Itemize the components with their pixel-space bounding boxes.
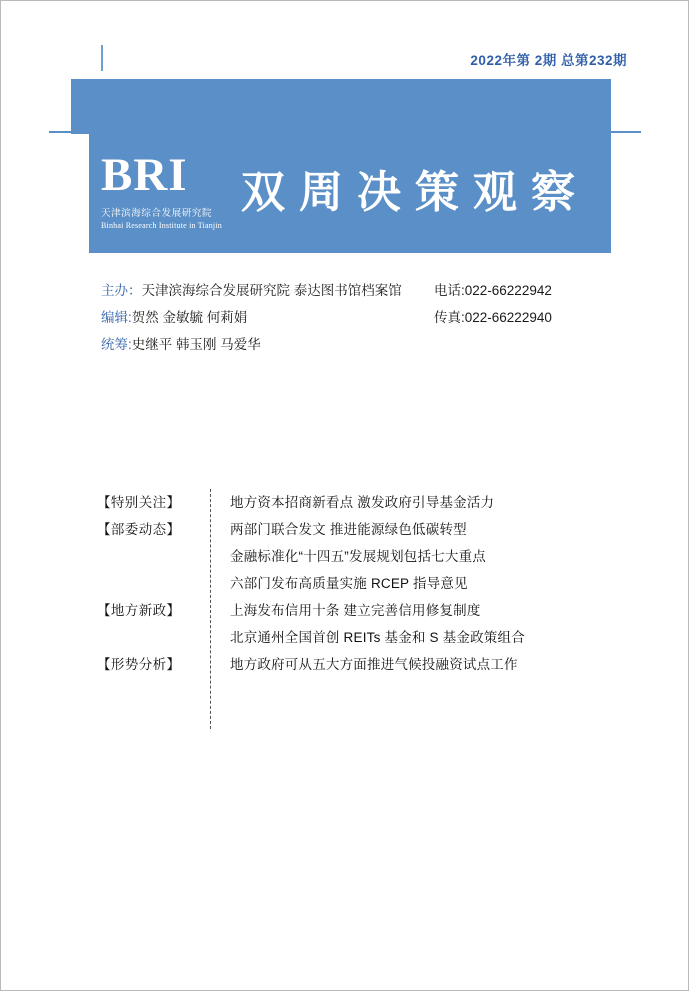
toc-title[interactable]: 六部门发布高质量实施 RCEP 指导意见 — [230, 576, 468, 591]
toc-category: 【形势分析】 — [97, 657, 181, 672]
table-of-contents — [97, 489, 617, 678]
info-value: 天津滨海综合发展研究院 泰达图书馆档案馆 — [141, 283, 402, 298]
toc-row — [97, 543, 617, 570]
info-value: 贺然 金敏毓 何莉娟 — [131, 310, 248, 325]
fax-value: 022-66222940 — [464, 310, 552, 325]
fax-label: 传真: — [434, 310, 465, 325]
info-label: 统筹: — [101, 337, 132, 352]
info-row — [101, 331, 601, 358]
logo-acronym: BRI — [101, 149, 188, 201]
info-label: 主办： — [101, 283, 142, 298]
toc-category: 【部委动态】 — [97, 522, 181, 537]
phone-label: 电话: — [434, 283, 465, 298]
toc-row — [97, 651, 617, 678]
toc-row — [97, 597, 617, 624]
toc-title[interactable]: 金融标准化“十四五”发展规划包括七大重点 — [230, 549, 486, 564]
publication-title: 双周决策观察 — [241, 168, 589, 217]
info-right — [434, 304, 552, 331]
toc-title[interactable]: 上海发布信用十条 建立完善信用修复制度 — [230, 603, 481, 618]
toc-title[interactable]: 北京通州全国首创 REITs 基金和 S 基金政策组合 — [230, 630, 525, 645]
toc-title[interactable]: 两部门联合发文 推进能源绿色低碳转型 — [230, 522, 467, 537]
banner-top-bar — [71, 79, 611, 134]
toc-category: 【地方新政】 — [97, 603, 181, 618]
info-value: 史继平 韩玉刚 马爱华 — [131, 337, 261, 352]
toc-row — [97, 489, 617, 516]
issue-number: 2022年第 2期 总第232期 — [470, 53, 627, 68]
institute-logo — [101, 149, 241, 230]
publication-info — [101, 277, 601, 358]
toc-category: 【特别关注】 — [97, 495, 181, 510]
logo-english-name: Binhai Research Institute in Tianjin — [101, 221, 222, 230]
info-row — [101, 277, 601, 304]
info-right — [434, 277, 552, 304]
toc-title[interactable]: 地方资本招商新看点 激发政府引导基金活力 — [230, 495, 495, 510]
phone-value: 022-66222942 — [464, 283, 552, 298]
info-label: 编辑: — [101, 310, 132, 325]
logo-chinese-name: 天津滨海综合发展研究院 — [101, 208, 213, 219]
info-row — [101, 304, 601, 331]
toc-title[interactable]: 地方政府可从五大方面推进气候投融资试点工作 — [230, 657, 518, 672]
toc-row — [97, 570, 617, 597]
toc-row — [97, 624, 617, 651]
toc-row — [97, 516, 617, 543]
decorative-tick — [101, 45, 103, 71]
